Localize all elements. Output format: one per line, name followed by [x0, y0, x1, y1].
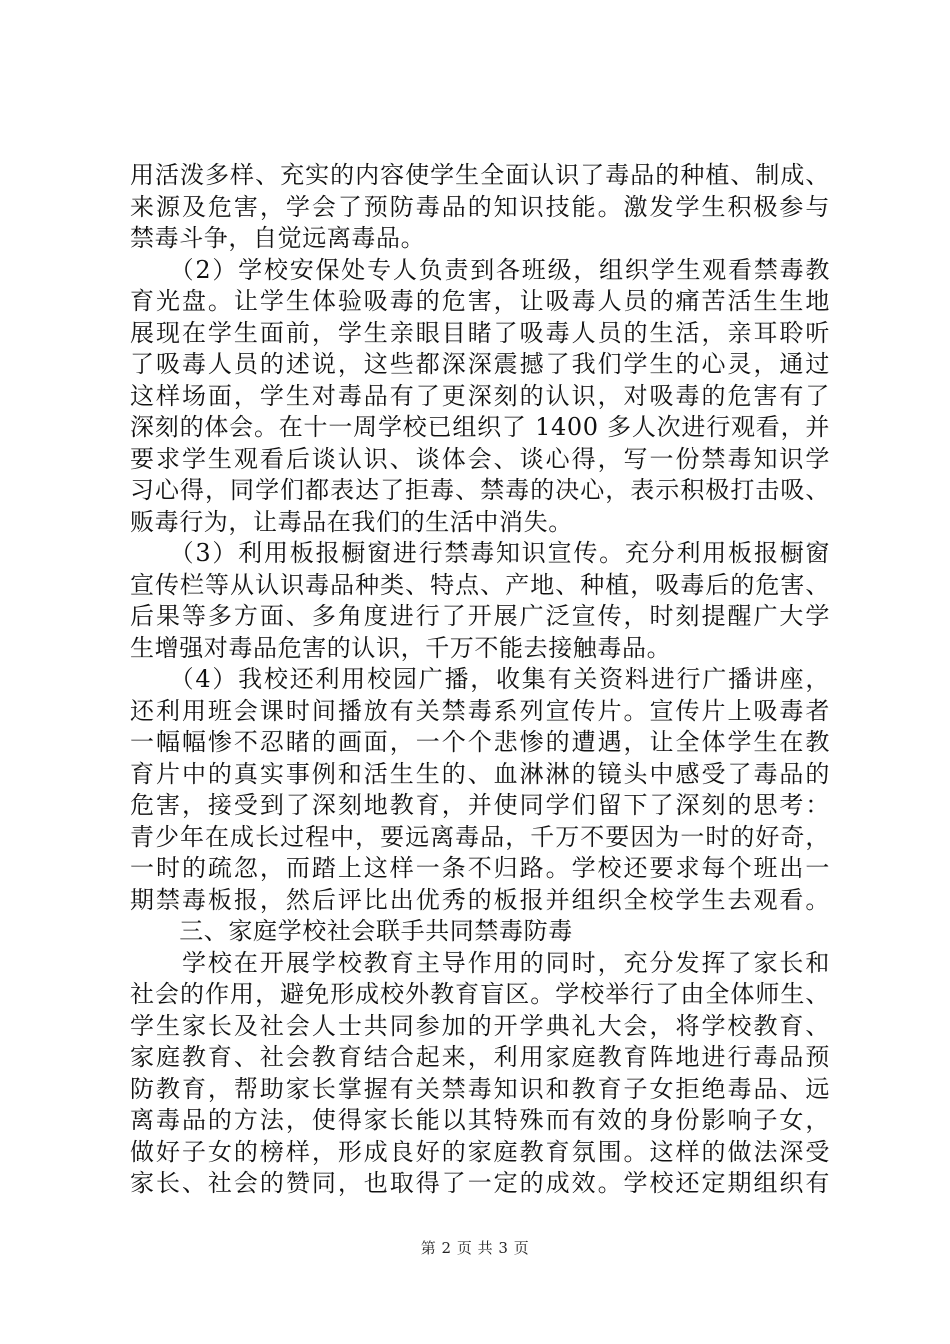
text-line: 青少年在成长过程中，要远离毒品，千万不要因为一时的好奇，: [130, 822, 830, 851]
document-body: [130, 160, 830, 1200]
text-line: 社会的作用，避免形成校外教育盲区。学校举行了由全体师生、: [130, 980, 830, 1008]
text-line: （4）我校还利用校园广播，收集有关资料进行广播讲座，: [130, 665, 830, 693]
text-line: 深刻的体会。在十一周学校已组织了 1400 多人次进行观看，并: [130, 413, 830, 441]
text-line: 家庭教育、社会教育结合起来，利用家庭教育阵地进行毒品预: [130, 1043, 830, 1071]
text-line: 危害，接受到了深刻地教育，并使同学们留下了深刻的思考：: [130, 791, 830, 819]
text-line: 生增强对毒品危害的认识，千万不能去接触毒品。: [130, 633, 672, 662]
text-line: 一幅幅惨不忍睹的画面，一个个悲惨的遭遇，让全体学生在教: [130, 728, 830, 756]
text-line: 还利用班会课时间播放有关禁毒系列宣传片。宣传片上吸毒者: [130, 696, 830, 725]
text-line: 禁毒斗争，自觉远离毒品。: [130, 224, 426, 252]
text-line: 学生家长及社会人士共同参加的开学典礼大会，将学校教育、: [130, 1011, 830, 1040]
text-line: 防教育，帮助家长掌握有关禁毒知识和教育子女拒绝毒品、远: [130, 1074, 830, 1103]
text-line: 做好子女的榜样，形成良好的家庭教育氛围。这样的做法深受: [130, 1137, 830, 1166]
text-line: 用活泼多样、充实的内容使学生全面认识了毒品的种植、制成、: [130, 161, 830, 189]
text-line: 家长、社会的赞同，也取得了一定的成效。学校还定期组织有: [130, 1169, 830, 1197]
text-line: （2）学校安保处专人负责到各班级，组织学生观看禁毒教: [130, 255, 830, 284]
text-line: 贩毒行为，让毒品在我们的生活中消失。: [130, 507, 573, 536]
text-line: 期禁毒板报，然后评比出优秀的板报并组织全校学生去观看。: [130, 885, 830, 914]
text-line: 学校在开展学校教育主导作用的同时，充分发挥了家长和: [130, 948, 830, 977]
text-line: 后果等多方面、多角度进行了开展广泛宣传，时刻提醒广大学: [130, 602, 830, 630]
text-line: 展现在学生面前，学生亲眼目睹了吸毒人员的生活，亲耳聆听: [130, 318, 830, 347]
text-line: 宣传栏等从认识毒品种类、特点、产地、种植，吸毒后的危害、: [130, 570, 830, 599]
text-line: 育光盘。让学生体验吸毒的危害，让吸毒人员的痛苦活生生地: [130, 287, 830, 315]
text-line: 育片中的真实事例和活生生的、血淋淋的镜头中感受了毒品的: [130, 759, 830, 788]
text-line: 来源及危害，学会了预防毒品的知识技能。激发学生积极参与: [130, 192, 830, 221]
text-line: 离毒品的方法，使得家长能以其特殊而有效的身份影响子女，: [130, 1106, 830, 1134]
text-line: （3）利用板报橱窗进行禁毒知识宣传。充分利用板报橱窗: [130, 539, 830, 567]
page-number-footer: 第 2 页 共 3 页: [420, 1239, 530, 1257]
text-line: 这样场面，学生对毒品有了更深刻的认识，对吸毒的危害有了: [130, 381, 830, 410]
section-heading: 三、家庭学校社会联手共同禁毒防毒: [130, 917, 573, 945]
text-line: 了吸毒人员的述说，这些都深深震撼了我们学生的心灵，通过: [130, 350, 830, 378]
text-line: 要求学生观看后谈认识、谈体会、谈心得，写一份禁毒知识学: [130, 444, 830, 473]
text-line: 一时的疏忽，而踏上这样一条不归路。学校还要求每个班出一: [130, 854, 830, 882]
text-line: 习心得，同学们都表达了拒毒、禁毒的决心，表示积极打击吸、: [130, 476, 830, 504]
